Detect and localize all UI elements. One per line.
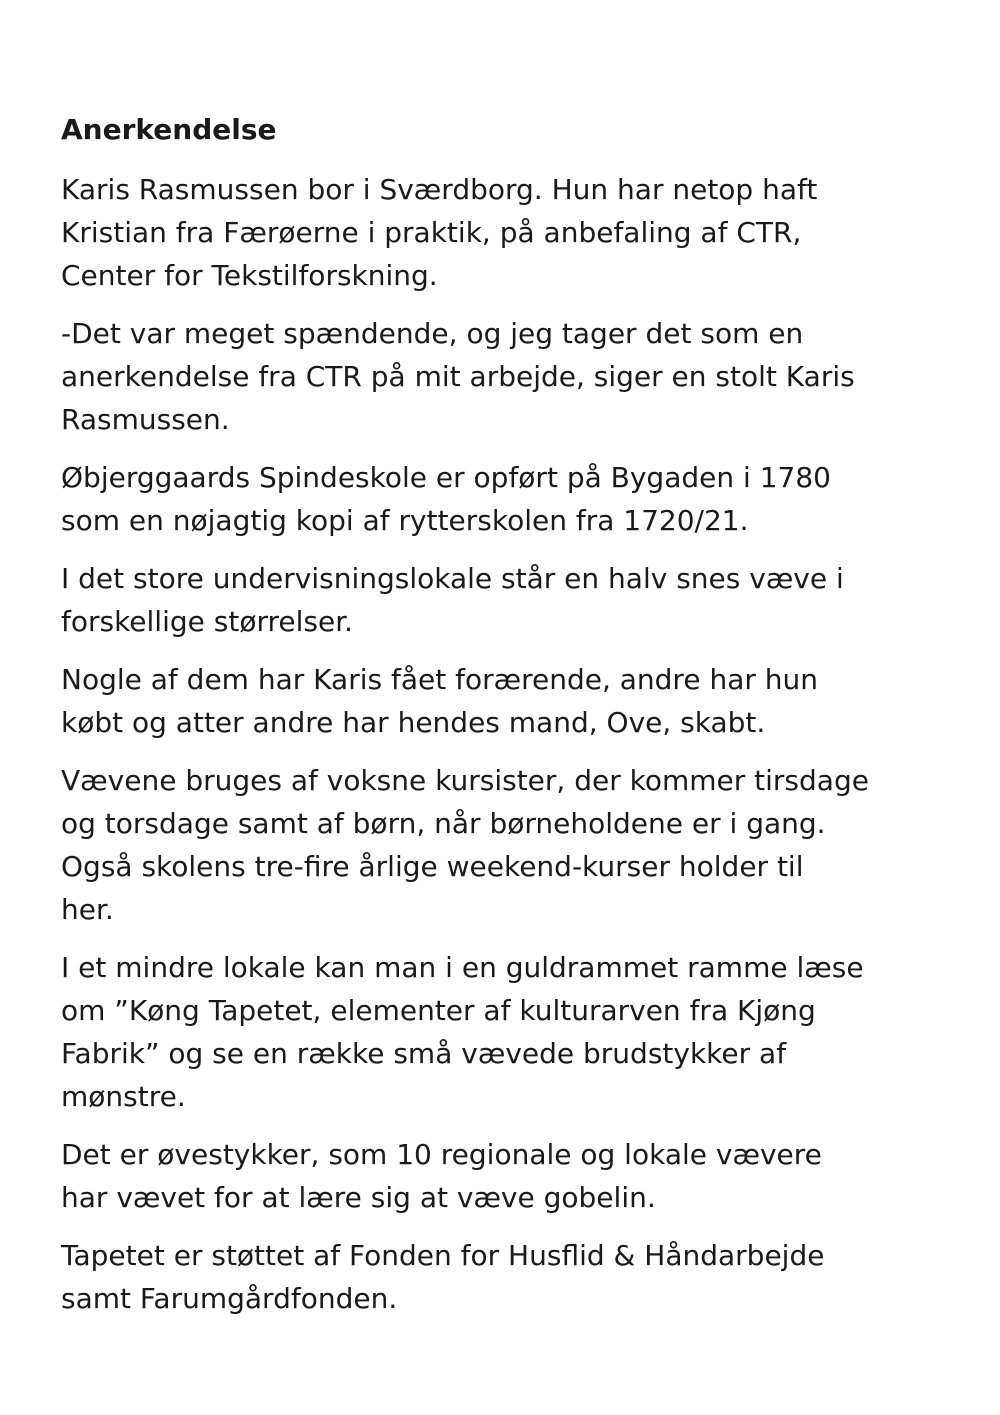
paragraph-line: Karis Rasmussen bor i Sværdborg. Hun har netop haft [61, 173, 818, 206]
paragraph-8 [61, 1133, 961, 1219]
paragraph-line: Øbjerggaards Spindeskole er opført på Bygaden i 1780 [61, 461, 831, 494]
paragraph-2 [61, 312, 961, 441]
paragraph-line: om ”Køng Tapetet, elementer af kulturarven fra Kjøng [61, 994, 816, 1027]
paragraph-line: her. [61, 893, 114, 926]
paragraph-1 [61, 168, 961, 297]
article-heading: Anerkendelse [61, 113, 277, 146]
paragraph-line: Kristian fra Færøerne i praktik, på anbefaling af CTR, [61, 216, 802, 249]
paragraph-line: I det store undervisningslokale står en halv snes væve i [61, 562, 844, 595]
paragraph-line: anerkendelse fra CTR på mit arbejde, siger en stolt Karis [61, 360, 855, 393]
paragraph-line: Nogle af dem har Karis fået forærende, andre har hun [61, 663, 819, 696]
paragraph-5 [61, 658, 961, 744]
paragraph-line: -Det var meget spændende, og jeg tager det som en [61, 317, 804, 350]
paragraph-line: Vævene bruges af voksne kursister, der kommer tirsdage [61, 764, 869, 797]
paragraph-7 [61, 946, 961, 1118]
paragraph-line: I et mindre lokale kan man i en guldrammet ramme læse [61, 951, 864, 984]
paragraph-line: som en nøjagtig kopi af rytterskolen fra 1720/21. [61, 504, 749, 537]
paragraph-6 [61, 759, 961, 931]
paragraph-line: købt og atter andre har hendes mand, Ove, skabt. [61, 706, 766, 739]
paragraph-9 [61, 1234, 961, 1320]
paragraph-line: mønstre. [61, 1080, 186, 1113]
paragraph-line: samt Farumgårdfonden. [61, 1282, 398, 1315]
paragraph-line: Tapetet er støttet af Fonden for Husflid & Håndarbejde [61, 1239, 825, 1272]
document-page [61, 108, 961, 1335]
paragraph-line: Fabrik” og se en række små vævede brudstykker af [61, 1037, 787, 1070]
paragraph-3 [61, 456, 961, 542]
paragraph-line: Også skolens tre-fire årlige weekend-kurser holder til [61, 850, 804, 883]
paragraph-line: Center for Tekstilforskning. [61, 259, 438, 292]
paragraph-line: har vævet for at lære sig at væve gobelin. [61, 1181, 656, 1214]
paragraph-line: Rasmussen. [61, 403, 230, 436]
paragraph-4 [61, 557, 961, 643]
paragraph-line: Det er øvestykker, som 10 regionale og lokale vævere [61, 1138, 822, 1171]
paragraph-line: forskellige størrelser. [61, 605, 354, 638]
paragraph-line: og torsdage samt af børn, når børneholdene er i gang. [61, 807, 826, 840]
